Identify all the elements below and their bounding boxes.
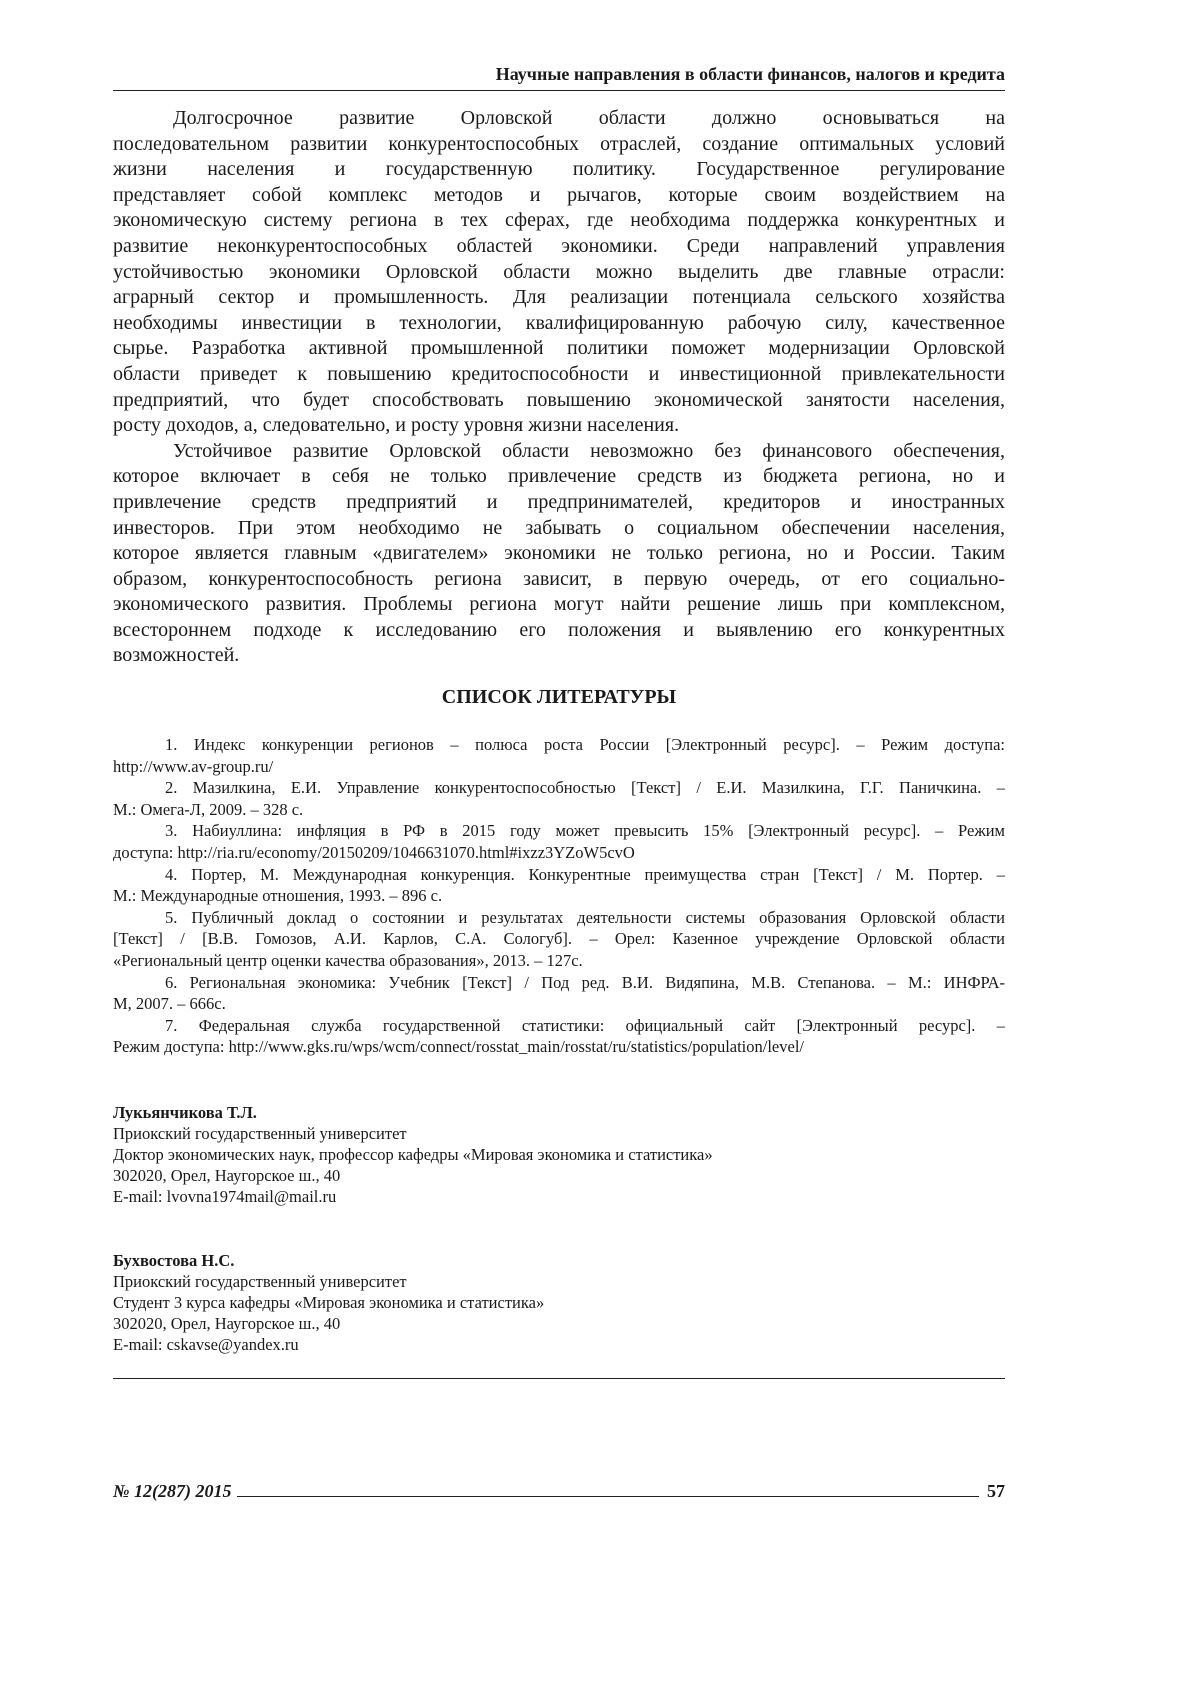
reference-line: М, 2007. – 666с. <box>113 993 1005 1015</box>
page-footer <box>113 1478 1005 1502</box>
reference-item <box>113 1015 1005 1058</box>
paragraph-line: необходимы инвестиции в технологии, квалифицированную рабочую силу, качественное <box>113 311 1005 337</box>
paragraph-line: которое включает в себя не только привлечение средств из бюджета региона, но и <box>113 464 1005 490</box>
author-name: Лукьянчикова Т.Л. <box>113 1102 1005 1123</box>
paragraph-line: предприятий, что будет способствовать повышению экономической занятости населения, <box>113 388 1005 414</box>
paragraph-line: инвесторов. При этом необходимо не забывать о социальном обеспечении населения, <box>113 516 1005 542</box>
reference-item <box>113 777 1005 820</box>
author-org: Приокский государственный университет <box>113 1271 1005 1292</box>
paragraph-line: экономическую систему региона в тех сферах, где необходима поддержка конкурентных и <box>113 208 1005 234</box>
author-address: 302020, Орел, Наугорское ш., 40 <box>113 1165 1005 1186</box>
paragraph-line: которое является главным «двигателем» экономики не только региона, но и России. Таким <box>113 541 1005 567</box>
section-end-rule <box>113 1378 1005 1379</box>
reference-line: http://www.av-group.ru/ <box>113 756 1005 778</box>
reference-item <box>113 734 1005 777</box>
reference-line: 1. Индекс конкуренции регионов – полюса роста России [Электронный ресурс]. – Режим доступа: <box>113 734 1005 756</box>
paragraph <box>113 439 1005 669</box>
reference-line: [Текст] / [В.В. Гомозов, А.И. Карлов, С.А. Сологуб]. – Орел: Казенное учреждение Орловской области <box>113 928 1005 950</box>
paragraph-line: Устойчивое развитие Орловской области невозможно без финансового обеспечения, <box>113 439 1005 465</box>
paragraph-line: развитие неконкурентоспособных областей экономики. Среди направлений управления <box>113 234 1005 260</box>
paragraph-line: росту доходов, а, следовательно, и росту уровня жизни населения. <box>113 413 1005 439</box>
paragraph-line: сырье. Разработка активной промышленной политики поможет модернизации Орловской <box>113 336 1005 362</box>
author-org: Приокский государственный университет <box>113 1123 1005 1144</box>
reference-item <box>113 864 1005 907</box>
reference-line: М.: Международные отношения, 1993. – 896 с. <box>113 885 1005 907</box>
reference-item <box>113 972 1005 1015</box>
reference-line: доступа: http://ria.ru/economy/20150209/1046631070.html#ixzz3YZoW5cvO <box>113 842 1005 864</box>
paragraph-line: экономического развития. Проблемы региона могут найти решение лишь при комплексном, <box>113 592 1005 618</box>
author-email: E-mail: lvovna1974mail@mail.ru <box>113 1186 1005 1207</box>
paragraph-line: возможностей. <box>113 643 1005 669</box>
paragraph-line: всестороннем подходе к исследованию его положения и выявлению его конкурентных <box>113 618 1005 644</box>
body-text <box>113 106 1005 669</box>
reference-line: «Региональный центр оценки качества образования», 2013. – 127с. <box>113 950 1005 972</box>
paragraph-line: последовательном развитии конкурентоспособных отраслей, создание оптимальных условий <box>113 132 1005 158</box>
page-number: 57 <box>987 1481 1005 1502</box>
author-name: Бухвостова Н.С. <box>113 1250 1005 1271</box>
reference-line: 7. Федеральная служба государственной статистики: официальный сайт [Электронный ресурс]. – <box>113 1015 1005 1037</box>
issue-number: № 12(287) 2015 <box>113 1481 231 1502</box>
author-position: Студент 3 курса кафедры «Мировая экономика и статистика» <box>113 1292 1005 1313</box>
paragraph-line: области приведет к повышению кредитоспособности и инвестиционной привлекательности <box>113 362 1005 388</box>
paragraph-line: жизни населения и государственную политику. Государственное регулирование <box>113 157 1005 183</box>
references-title: СПИСОК ЛИТЕРАТУРЫ <box>113 686 1005 709</box>
reference-line: М.: Омега-Л, 2009. – 328 с. <box>113 799 1005 821</box>
paragraph-line: представляет собой комплекс методов и рычагов, которые своим воздействием на <box>113 183 1005 209</box>
reference-item <box>113 907 1005 972</box>
author-position: Доктор экономических наук, профессор кафедры «Мировая экономика и статистика» <box>113 1144 1005 1165</box>
reference-line: Режим доступа: http://www.gks.ru/wps/wcm/connect/rosstat_main/rosstat/ru/statistics/population/level/ <box>113 1036 1005 1058</box>
author-block <box>113 1102 1005 1207</box>
paragraph-line: устойчивостью экономики Орловской области можно выделить две главные отрасли: <box>113 260 1005 286</box>
references-list <box>113 734 1005 1058</box>
reference-line: 3. Набиуллина: инфляция в РФ в 2015 году может превысить 15% [Электронный ресурс]. – Режим <box>113 820 1005 842</box>
paragraph-line: образом, конкурентоспособность региона зависит, в первую очередь, от его социально- <box>113 567 1005 593</box>
reference-item <box>113 820 1005 863</box>
author-block <box>113 1250 1005 1355</box>
reference-line: 6. Региональная экономика: Учебник [Текст] / Под ред. В.И. Видяпина, М.В. Степанова. – М.: ИНФРА- <box>113 972 1005 994</box>
paragraph-line: аграрный сектор и промышленность. Для реализации потенциала сельского хозяйства <box>113 285 1005 311</box>
author-email: E-mail: cskavse@yandex.ru <box>113 1334 1005 1355</box>
footer-rule <box>237 1496 979 1497</box>
header-rule <box>113 90 1005 91</box>
paragraph <box>113 106 1005 439</box>
paragraph-line: привлечение средств предприятий и предпринимателей, кредиторов и иностранных <box>113 490 1005 516</box>
author-address: 302020, Орел, Наугорское ш., 40 <box>113 1313 1005 1334</box>
reference-line: 5. Публичный доклад о состоянии и результатах деятельности системы образования Орловской области <box>113 907 1005 929</box>
reference-line: 2. Мазилкина, Е.И. Управление конкурентоспособностью [Текст] / Е.И. Мазилкина, Г.Г. Паничкина. – <box>113 777 1005 799</box>
reference-line: 4. Портер, М. Международная конкуренция. Конкурентные преимущества стран [Текст] / М. Портер. – <box>113 864 1005 886</box>
paragraph-line: Долгосрочное развитие Орловской области должно основываться на <box>113 106 1005 132</box>
running-header: Научные направления в области финансов, налогов и кредита <box>113 64 1005 85</box>
